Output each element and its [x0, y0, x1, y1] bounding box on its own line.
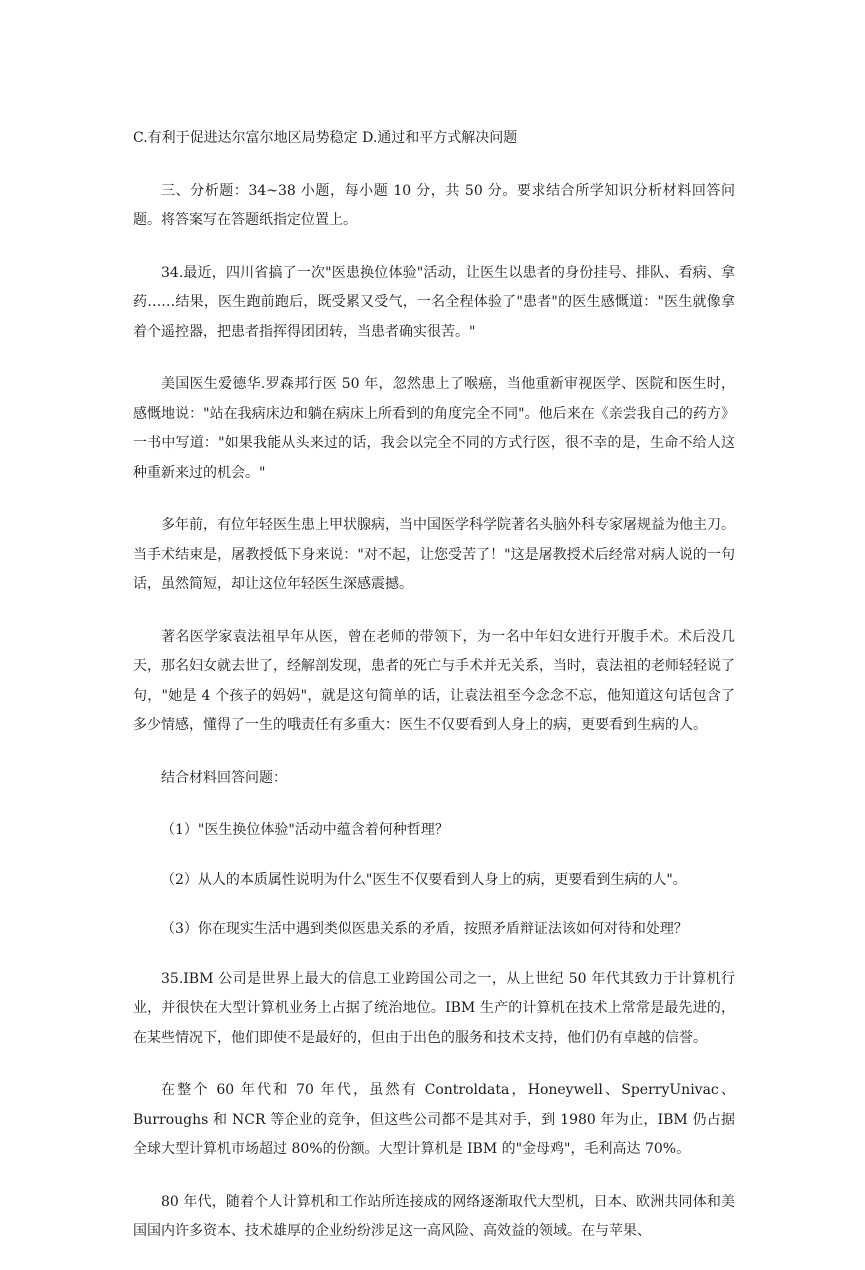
document-body [133, 124, 735, 1270]
material-paragraph-80s: 80 年代，随着个人计算机和工作站所连接成的网络逐渐取代大型机，日本、欧洲共同体和美国国内许多资本、技术雄厚的企业纷纷涉足这一高风险、高效益的领域。在与苹果、 [133, 1193, 735, 1239]
material-paragraph-qiu: 著名医学家袁法祖早年从医，曾在老师的带领下，为一名中年妇女进行开腹手术。术后没几天，那名妇女就去世了，经解剖发现，患者的死亡与手术并无关系，当时，袁法祖的老师轻轻说了句，"她是 4 个孩子的妈妈"，就是这句简单的话，让袁法祖至今念念不忘，他知道这句话包含了多少情感，懂得了一生的哦责任有多重大：医生不仅要看到人身上的病，更要看到生病的人。 [133, 628, 735, 733]
sub-question-3: （3）你在现实生活中遇到类似医患关系的矛盾，按照矛盾辩证法该如何对待和处理？ [161, 921, 688, 937]
sub-question-1: （1）"医生换位体验"活动中蕴含着何种哲理？ [161, 822, 449, 838]
question-prompt: 结合材料回答问题： [161, 769, 287, 786]
question-34-intro: 34.最近，四川省搞了一次"医患换位体验"活动，让医生以患者的身份挂号、排队、看病、拿药……结果，医生跑前跑后，既受累又受气，一名全程体验了"患者"的医生感慨道："医生就像拿着个遥控器，把患者指挥得团团转，当患者确实很苦。" [133, 264, 735, 340]
material-paragraph-rosenbaum: 美国医生爱德华.罗森邦行医 50 年，忽然患上了喉癌，当他重新审视医学、医院和医生时，感慨地说："站在我病床边和躺在病床上所看到的角度完全不同"。他后来在《亲尝我自己的药方》一书中写道："如果我能从头来过的话，我会以完全不同的方式行医，很不幸的是，生命不给人这种重新来过的机会。" [133, 376, 735, 481]
material-paragraph-competition: 在整个 60 年代和 70 年代，虽然有 Controldata，Honeywell、SperryUnivac、Burroughs 和 NCR 等企业的竞争，但这些公司都不是其对手，到 1980 年为止，IBM 仍占据全球大型计算机市场超过 80%的份额。大型计算机是 IBM 的"金母鸡"，毛利高达 70%。 [133, 1082, 735, 1157]
option-line-cd: C.有利于促进达尔富尔地区局势稳定 D.通过和平方式解决问题 [133, 130, 518, 146]
material-paragraph-tu: 多年前，有位年轻医生患上甲状腺病，当中国医学科学院著名头脑外科专家屠规益为他主刀。当手术结束是，屠教授低下身来说："对不起，让您受苦了！"这是屠教授术后经常对病人说的一句话，虽然简短，却让这位年轻医生深感震撼。 [133, 517, 735, 592]
sub-question-2: （2）从人的本质属性说明为什么"医生不仅要看到人身上的病，更要看到生病的人"。 [161, 871, 687, 888]
question-35-intro: 35.IBM 公司是世界上最大的信息工业跨国公司之一，从上世纪 50 年代其致力于计算机行业，并很快在大型计算机业务上占据了统治地位。IBM 生产的计算机在技术上常常是最先进的，在某些情况下，他们即使不是最好的，但由于出色的服务和技术支持，他们仍有卓越的信誉。 [133, 970, 735, 1046]
section-heading-analysis: 三、分析题：34~38 小题，每小题 10 分，共 50 分。要求结合所学知识分析材料回答问题。将答案写在答题纸指定位置上。 [133, 182, 735, 228]
